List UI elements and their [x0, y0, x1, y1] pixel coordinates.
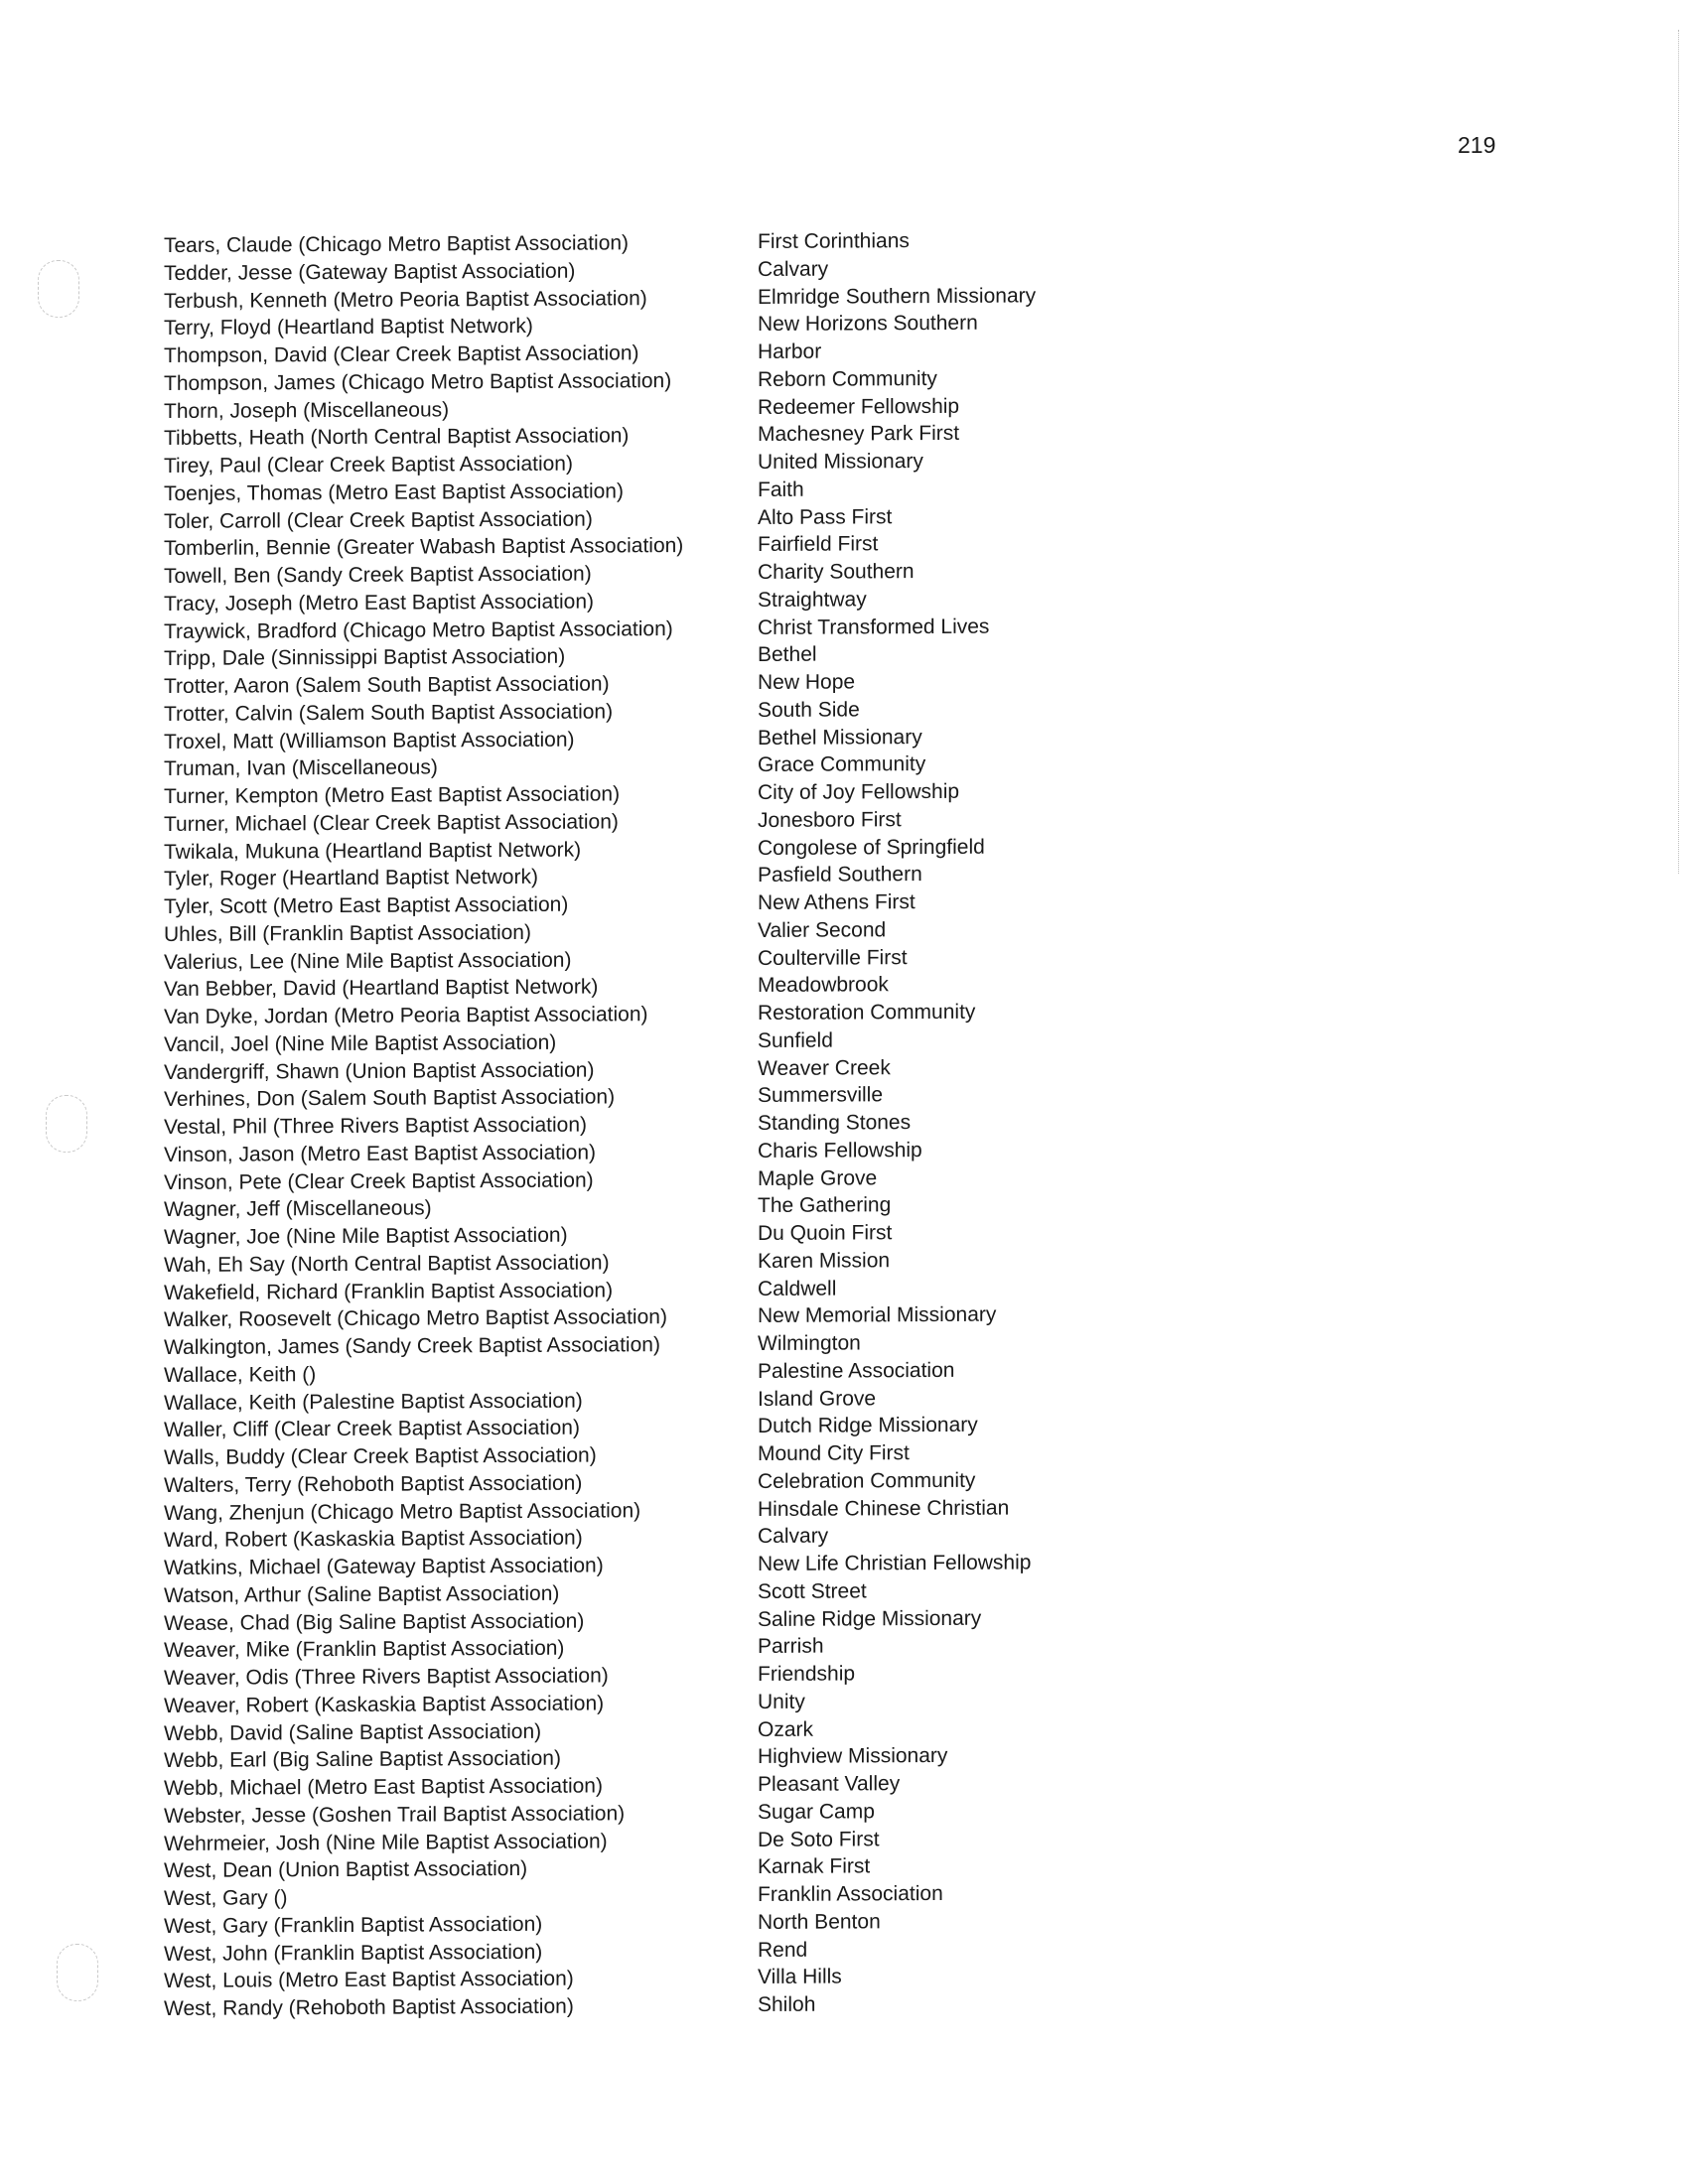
church-entry: Wilmington — [758, 1331, 861, 1355]
church-entry: Reborn Community — [758, 366, 937, 391]
pastor-entry: Tracy, Joseph (Metro East Baptist Association) — [164, 590, 595, 615]
pastor-entry: Thorn, Joseph (Miscellaneous) — [164, 397, 450, 423]
pastor-entry: Weaver, Mike (Franklin Baptist Association) — [164, 1636, 565, 1663]
pastor-entry: Webb, Michael (Metro East Baptist Association) — [164, 1774, 603, 1800]
pastor-entry: Turner, Kempton (Metro East Baptist Association) — [164, 782, 621, 808]
church-entry: Karnak First — [758, 1854, 871, 1879]
pastor-entry: Wagner, Joe (Nine Mile Baptist Association) — [164, 1223, 568, 1249]
pastor-entry: Wehrmeier, Josh (Nine Mile Baptist Association) — [164, 1829, 608, 1855]
pastor-entry: West, Dean (Union Baptist Association) — [164, 1857, 528, 1883]
church-entry: Franklin Association — [758, 1881, 943, 1906]
pastor-entry: Truman, Ivan (Miscellaneous) — [164, 755, 438, 781]
church-entry: Du Quoin First — [758, 1221, 893, 1245]
church-entry: The Gathering — [758, 1193, 892, 1218]
church-entry: Bethel — [758, 642, 817, 667]
pastor-entry: Vinson, Jason (Metro East Baptist Association) — [164, 1141, 596, 1166]
church-entry: Dutch Ridge Missionary — [758, 1413, 978, 1438]
church-entry: Villa Hills — [758, 1965, 842, 1989]
pastor-entry: Van Bebber, David (Heartland Baptist Network) — [164, 975, 599, 1002]
pastor-entry: Walker, Roosevelt (Chicago Metro Baptist Association) — [164, 1305, 667, 1332]
church-entry: Meadowbrook — [758, 973, 889, 998]
church-entry: Charity Southern — [758, 560, 915, 584]
pastor-entry: Vancil, Joel (Nine Mile Baptist Association) — [164, 1030, 557, 1056]
church-entry: Alto Pass First — [758, 504, 893, 529]
church-entry: Sunfield — [758, 1028, 833, 1052]
church-entry: Valier Second — [758, 918, 887, 942]
church-entry: Congolese of Springfield — [758, 835, 985, 860]
church-entry: Pasfield Southern — [758, 863, 922, 887]
pastor-entry: Tirey, Paul (Clear Creek Baptist Association) — [164, 452, 573, 478]
pastor-entry: West, Gary (Franklin Baptist Association) — [164, 1912, 543, 1938]
church-entry: Highview Missionary — [758, 1744, 948, 1769]
church-entry: Caldwell — [758, 1277, 837, 1300]
pastor-entry: Tripp, Dale (Sinnissippi Baptist Association) — [164, 644, 566, 671]
pastor-entry: Vestal, Phil (Three Rivers Baptist Association) — [164, 1113, 588, 1139]
church-entry: Friendship — [758, 1662, 856, 1686]
church-entry: Shiloh — [758, 1992, 816, 2016]
church-entry: City of Joy Fellowship — [758, 779, 960, 804]
pastor-entry: Tedder, Jesse (Gateway Baptist Association) — [164, 259, 576, 285]
pastor-entry: Walters, Terry (Rehoboth Baptist Association) — [164, 1471, 583, 1497]
pastor-entry: Vandergriff, Shawn (Union Baptist Association) — [164, 1058, 595, 1084]
pastor-entry: Thompson, James (Chicago Metro Baptist Association) — [164, 368, 672, 395]
church-entry: Charis Fellowship — [758, 1138, 922, 1162]
pastor-entry: Wease, Chad (Big Saline Baptist Association) — [164, 1609, 585, 1635]
church-entry: Pleasant Valley — [758, 1772, 901, 1796]
church-entry: North Benton — [758, 1910, 881, 1934]
page-number: 219 — [1458, 132, 1496, 158]
church-entry: New Memorial Missionary — [758, 1302, 997, 1328]
pastor-entry: Wallace, Keith (Palestine Baptist Association) — [164, 1389, 583, 1415]
church-entry: Restoration Community — [758, 1000, 976, 1024]
hole-punch-mark — [46, 1095, 87, 1153]
pastor-entry: Webb, David (Saline Baptist Association) — [164, 1719, 542, 1745]
church-entry: Island Grove — [758, 1386, 877, 1411]
pastor-entry: West, Louis (Metro East Baptist Association) — [164, 1967, 574, 1993]
pastor-entry: Watson, Arthur (Saline Baptist Association) — [164, 1581, 560, 1607]
hole-punch-mark — [38, 260, 79, 318]
church-entry: Elmridge Southern Missionary — [758, 283, 1037, 309]
pastor-name-column — [164, 229, 683, 2023]
church-entry: Parrish — [758, 1634, 824, 1659]
church-entry: South Side — [758, 698, 860, 722]
church-entry: Karen Mission — [758, 1248, 891, 1273]
pastor-entry: Walkington, James (Sandy Creek Baptist Association) — [164, 1333, 660, 1359]
pastor-entry: Wang, Zhenjun (Chicago Metro Baptist Association) — [164, 1498, 641, 1525]
church-entry: Maple Grove — [758, 1165, 878, 1190]
church-entry: De Soto First — [758, 1827, 880, 1851]
pastor-entry: Toenjes, Thomas (Metro East Baptist Association) — [164, 479, 624, 505]
pastor-entry: West, Randy (Rehoboth Baptist Association) — [164, 1994, 574, 2020]
pastor-entry: Wallace, Keith () — [164, 1362, 317, 1387]
pastor-entry: Tyler, Roger (Heartland Baptist Network) — [164, 866, 538, 891]
church-entry: United Missionary — [758, 450, 923, 474]
pastor-entry: Tears, Claude (Chicago Metro Baptist Association) — [164, 231, 630, 257]
church-entry: New Athens First — [758, 890, 916, 914]
church-entry: Coulterville First — [758, 945, 908, 970]
pastor-entry: Van Dyke, Jordan (Metro Peoria Baptist Association) — [164, 1003, 648, 1028]
church-entry: Machesney Park First — [758, 422, 960, 447]
pastor-entry: Weaver, Robert (Kaskaskia Baptist Association) — [164, 1692, 605, 1717]
pastor-entry: Troxel, Matt (Williamson Baptist Association) — [164, 728, 575, 753]
church-entry: Mound City First — [758, 1441, 910, 1465]
church-entry: Summersville — [758, 1083, 884, 1108]
church-entry: Standing Stones — [758, 1111, 912, 1135]
pastor-entry: Terbush, Kenneth (Metro Peoria Baptist Association) — [164, 286, 647, 313]
pastor-entry: Tomberlin, Bennie (Greater Wabash Baptist Association) — [164, 534, 684, 561]
church-entry: Bethel Missionary — [758, 725, 922, 750]
pastor-entry: Traywick, Bradford (Chicago Metro Baptist Association) — [164, 616, 673, 643]
pastor-entry: West, Gary () — [164, 1886, 288, 1910]
church-entry: Grace Community — [758, 752, 926, 777]
pastor-entry: Verhines, Don (Salem South Baptist Association) — [164, 1085, 616, 1112]
church-entry: Sugar Camp — [758, 1800, 875, 1824]
church-entry: New Hope — [758, 670, 856, 694]
pastor-entry: Watkins, Michael (Gateway Baptist Association) — [164, 1554, 604, 1579]
church-entry: Calvary — [758, 1524, 829, 1549]
church-entry: Fairfield First — [758, 532, 879, 557]
church-entry: Faith — [758, 478, 804, 501]
pastor-entry: Ward, Robert (Kaskaskia Baptist Association) — [164, 1526, 583, 1553]
pastor-entry: Wakefield, Richard (Franklin Baptist Association) — [164, 1278, 614, 1304]
church-entry: Straightway — [758, 588, 867, 612]
church-entry: Palestine Association — [758, 1358, 955, 1383]
church-entry: Weaver Creek — [758, 1055, 891, 1080]
pastor-entry: Wagner, Jeff (Miscellaneous) — [164, 1196, 432, 1222]
church-entry: Christ Transformed Lives — [758, 614, 990, 639]
pastor-entry: Tyler, Scott (Metro East Baptist Association) — [164, 892, 569, 918]
pastor-entry: Walls, Buddy (Clear Creek Baptist Association) — [164, 1443, 597, 1469]
pastor-entry: Uhles, Bill (Franklin Baptist Association) — [164, 920, 531, 946]
church-entry: Unity — [758, 1690, 805, 1713]
church-entry: Ozark — [758, 1717, 814, 1741]
pastor-entry: Twikala, Mukuna (Heartland Baptist Network) — [164, 838, 582, 864]
church-entry: Celebration Community — [758, 1468, 976, 1493]
church-entry: New Horizons Southern — [758, 311, 978, 337]
church-entry: Hinsdale Chinese Christian — [758, 1496, 1010, 1521]
pastor-entry: Vinson, Pete (Clear Creek Baptist Association) — [164, 1168, 594, 1194]
scan-edge-mark — [1678, 30, 1680, 874]
pastor-entry: Thompson, David (Clear Creek Baptist Association) — [164, 341, 639, 367]
church-entry: Saline Ridge Missionary — [758, 1606, 982, 1631]
pastor-entry: Towell, Ben (Sandy Creek Baptist Association) — [164, 562, 592, 588]
hole-punch-mark — [57, 1944, 98, 2001]
church-entry: Scott Street — [758, 1579, 867, 1603]
pastor-entry: Terry, Floyd (Heartland Baptist Network) — [164, 315, 533, 341]
pastor-entry: Wah, Eh Say (North Central Baptist Association) — [164, 1251, 610, 1277]
pastor-entry: Waller, Cliff (Clear Creek Baptist Association) — [164, 1416, 580, 1442]
pastor-entry: Webster, Jesse (Goshen Trail Baptist Association) — [164, 1802, 626, 1828]
church-entry: Calvary — [758, 257, 829, 281]
pastor-entry: Webb, Earl (Big Saline Baptist Association) — [164, 1746, 561, 1773]
pastor-entry: West, John (Franklin Baptist Association) — [164, 1940, 543, 1966]
church-entry: Rend — [758, 1938, 808, 1962]
pastor-entry: Valerius, Lee (Nine Mile Baptist Association) — [164, 948, 572, 974]
church-entry: New Life Christian Fellowship — [758, 1551, 1032, 1575]
church-entry: Harbor — [758, 340, 822, 363]
pastor-entry: Trotter, Calvin (Salem South Baptist Association) — [164, 700, 614, 726]
pastor-entry: Tibbetts, Heath (North Central Baptist Association) — [164, 424, 630, 451]
pastor-entry: Turner, Michael (Clear Creek Baptist Association) — [164, 810, 619, 836]
church-entry: Redeemer Fellowship — [758, 394, 960, 419]
pastor-entry: Weaver, Odis (Three Rivers Baptist Association) — [164, 1664, 609, 1690]
church-name-column — [758, 226, 1036, 2018]
church-entry: Jonesboro First — [758, 807, 902, 832]
church-entry: First Corinthians — [758, 229, 910, 253]
pastor-entry: Trotter, Aaron (Salem South Baptist Association) — [164, 672, 610, 698]
pastor-entry: Toler, Carroll (Clear Creek Baptist Association) — [164, 507, 593, 533]
